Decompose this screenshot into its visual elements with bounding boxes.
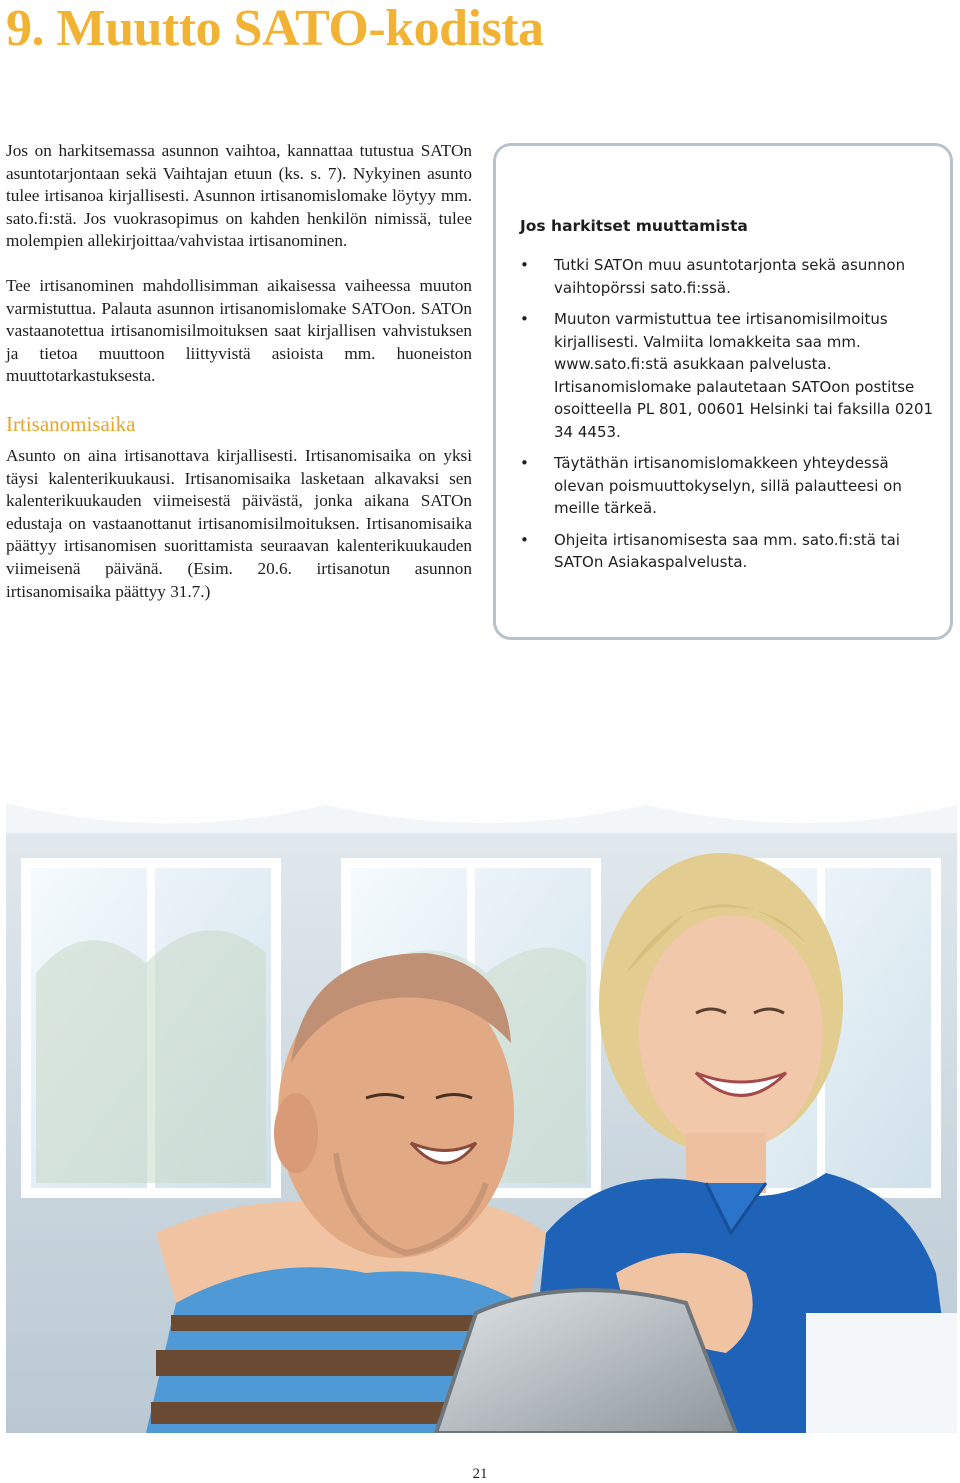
tips-list <box>520 254 940 583</box>
bullet-icon: • <box>520 530 529 549</box>
main-text-column <box>6 140 472 625</box>
tips-item-text: Ohjeita irtisanomisesta saa mm. sato.fi:stä tai SATOn Asiakaspalvelusta. <box>554 530 900 571</box>
intro-paragraph-2: Tee irtisanominen mahdollisimman aikaisessa vaiheessa muuton varmistuttua. Palauta asunnon irtisanomislomake SATOon. SATOn vastaanotettua irtisanomisilmoituksen saat kirjallisen vahvistuksen ja tietoa muuttoon liittyvistä asioista mm. huoneiston muuttotarkastuksesta. <box>6 275 472 386</box>
page-number: 21 <box>472 1466 488 1482</box>
tips-item-text: Tutki SATOn muu asuntotarjonta sekä asunnon vaihtopörssi sato.fi:ssä. <box>554 256 906 297</box>
tips-item-text: Muuton varmistuttua tee irtisanomisilmoitus kirjallisesti. Valmiita lomakkeita saa mm. www.sato.fi:stä asukkaan palvelusta. Irtisanomislomake palautetaan SATOon postitse osoitteella PL 801, 00601 Helsinki tai faksilla 0201 34 4453. <box>554 310 934 441</box>
bullet-icon: • <box>520 454 529 472</box>
tips-box-heading: Jos harkitset muuttamista <box>520 217 748 235</box>
page-title: 9. Muutto SATO-kodista <box>6 0 544 57</box>
tips-list-item <box>520 254 940 299</box>
tips-item-text: Täytäthän irtisanomislomakkeen yhteydessä olevan poismuuttokyselyn, sillä palautteesi on meille tärkeä. <box>554 454 902 517</box>
tips-list-item <box>520 308 940 443</box>
moving-tips-box <box>493 143 953 640</box>
couple-photo-illustration <box>6 713 957 1433</box>
tips-list-item <box>520 529 940 574</box>
couple-photo <box>6 713 957 1433</box>
notice-period-paragraph: Asunto on aina irtisanottava kirjallisesti. Irtisanomisaika on yksi täysi kalenterikuukausi. Irtisanomisaika lasketaan alkavaksi sen kalenterikuukauden viimeisestä päivästä, jonka aikana SATOn edustaja on vastaanottanut irtisanomisilmoituksen. Irtisanomisaika päättyy irtisanomisen suorittamista seuraavan kalenterikuukauden viimeisenä päivänä. (Esim. 20.6. irtisanotun asunnon irtisanomisaika päättyy 31.7.) <box>6 445 472 601</box>
bullet-icon: • <box>520 310 529 328</box>
bullet-icon: • <box>520 256 529 274</box>
intro-paragraph-1: Jos on harkitsemassa asunnon vaihtoa, kannattaa tutustua SATOn asuntotarjontaan sekä Vaihtajan etuun (ks. s. 7). Nykyinen asunto tulee irtisanoa kirjallisesti. Asunnon irtisanomislomake löytyy mm. sato.fi:stä. Jos vuokrasopimus on kahden henkilön nimissä, tulee molempien allekirjoittaa/vahvistaa irtisanominen. <box>6 141 472 251</box>
section-heading-notice-period: Irtisanomisaika <box>6 411 136 436</box>
tips-list-item <box>520 452 940 520</box>
